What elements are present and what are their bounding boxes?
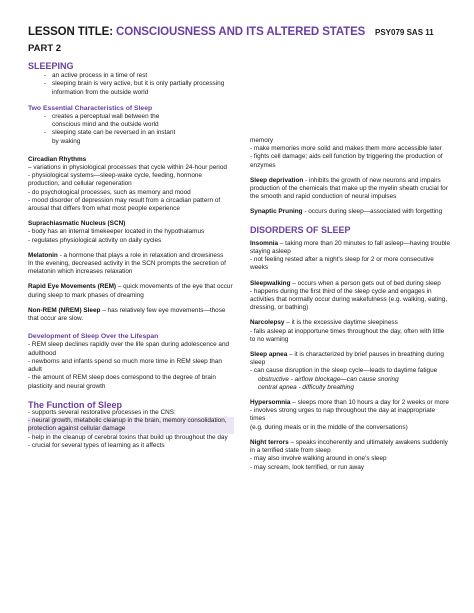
circadian-line: – variations in physiological processes that cycle within 24-hour period <box>28 164 227 172</box>
apnea-paragraph: Sleep apnea – it is characterized by brief pauses in breathing during sleep <box>250 351 444 367</box>
lesson-topic: CONSCIOUSNESS AND ITS ALTERED STATES <box>116 26 366 38</box>
insomnia-heading: Insomnia <box>250 239 279 247</box>
terrors-line: - may also involve walking around in one's sleep <box>250 455 387 463</box>
memory-line: memory <box>250 137 274 144</box>
lifespan-heading: Development of Sleep Over the Lifespan <box>28 333 159 341</box>
nrem-paragraph: Non-REM (NREM) Sleep – has relatively few eye movements—those that occur are slow. <box>28 306 226 323</box>
right-column <box>250 137 450 472</box>
part-label: PART 2 <box>28 43 62 54</box>
apnea-line: - can cause disruption in the sleep cycle—leads to daytime fatigue <box>250 367 438 375</box>
characteristics-bullet: - sleeping state can be reversed in an instant by waking <box>43 129 176 145</box>
melatonin-line: In the evening, decreased activity in the SCN prompts the secretion of melatonin which increases relaxation <box>28 260 226 276</box>
sleeping-heading: SLEEPING <box>28 61 74 71</box>
function-line: - crucial for several types of learning as it affects <box>28 441 165 449</box>
scn-line: - body has an internal timekeeper located in the hypothalamus <box>28 228 205 236</box>
apnea-type: central apnea - difficulty breathing <box>258 383 354 391</box>
narcolepsy-line: - falls asleep at inopportune times throughout the day, often with little to no warning <box>250 327 445 343</box>
terrors-heading: Night terrors <box>250 438 289 446</box>
nrem-heading: Non-REM (NREM) Sleep <box>28 306 101 314</box>
function-line: - help in the cleanup of cerebral toxins that build up throughout the day <box>28 433 228 441</box>
characteristics-bullet: - creates a perceptual wall between the conscious mind and the outside world <box>43 113 160 129</box>
function-line: - neural growth, metabolic cleanup in the brain, memory consolidation, protection against cellular damage <box>28 417 234 433</box>
sleeping-bullet: - sleeping brain is very active, but it is only partially processing information from the outside world <box>43 80 225 96</box>
insomnia-line: - not feeling rested after a night's sleep for 2 or more consecutive weeks <box>250 256 434 272</box>
rem-paragraph: Rapid Eye Movements (REM) – quick movements of the eye that occur during sleep to mark phases of dreaming <box>28 283 233 299</box>
sleepwalking-paragraph: Sleepwalking – occurs when a person gets out of bed during sleep <box>250 279 441 287</box>
function-heading: The Function of Sleep <box>28 399 122 410</box>
circadian-line: - mood disorder of depression may result from a circadian pattern of arousal that differs from what most people experience <box>28 196 221 213</box>
melatonin-paragraph: Melatonin - a hormone that plays a role in relaxation and drowsiness <box>28 251 224 259</box>
lesson-label: LESSON TITLE: <box>28 26 117 38</box>
melatonin-heading: Melatonin <box>28 251 58 259</box>
scn-heading: Suprachiasmatic Nucleus (SCN) <box>28 220 126 228</box>
apnea-type: obstructive - airflow blockage—can cause snoring <box>258 375 399 383</box>
sleeping-bullet: - an active process in a time of rest <box>43 72 148 80</box>
memory-line: - make memories more solid and makes them more accessible later <box>250 145 442 153</box>
circadian-line: - physiological systems—sleep-wake cycle, feeding, hormone production, and cellular regeneration <box>28 172 203 188</box>
insomnia-paragraph: Insomnia – taking more than 20 minutes to fall asleep—having trouble staying asleep <box>250 239 451 256</box>
hypersomnia-paragraph: Hypersomnia – sleeps more than 10 hours a day for 2 weeks or more <box>250 399 449 407</box>
hypersomnia-heading: Hypersomnia <box>250 399 291 407</box>
circadian-line: - do psychological processes, such as memory and mood <box>28 188 191 196</box>
characteristics-heading: Two Essential Characteristics of Sleep <box>28 104 153 112</box>
lifespan-line: - the amount of REM sleep does correspond to the degree of brain plasticity and neural growth <box>28 374 216 390</box>
rem-heading: Rapid Eye Movements (REM) <box>28 283 117 291</box>
terrors-paragraph: Night terrors – speaks incoherently and ultimately awakens suddenly in a terrified state from sleep <box>250 438 448 455</box>
disorders-heading: DISORDERS OF SLEEP <box>250 224 351 235</box>
narcolepsy-paragraph: Narcolepsy – it is the excessive daytime sleepiness <box>250 319 398 327</box>
narcolepsy-heading: Narcolepsy <box>250 319 285 327</box>
lifespan-line: - newborns and infants spend so much more time in REM sleep than adult <box>28 357 222 374</box>
sleepwalking-heading: Sleepwalking <box>250 279 291 287</box>
pruning-paragraph: Synaptic Pruning - occurs during sleep—associated with forgetting <box>250 208 443 216</box>
deprivation-paragraph: Sleep deprivation - inhibits the growth of new neurons and impairs production of the chemicals that make up the myelin sheath crucial for the smooth and rapid conduction of neural impulses <box>250 176 448 201</box>
hypersomnia-line: - involves strong urges to nap throughout the day at inappropriate times <box>250 407 436 423</box>
sleepwalking-line: - happens during the first third of the sleep cycle and engages in activities that normally occur during wakefulness (e.g. walking, eating, dressing, or bathing) <box>250 287 448 312</box>
memory-line: - fights cell damage; aids cell function by triggering the production of enzymes <box>250 153 443 169</box>
hypersomnia-line: (e.g. during meals or in the middle of the conversations) <box>250 423 408 431</box>
apnea-heading: Sleep apnea <box>250 351 288 359</box>
course-code: PSY079 SAS 11 <box>375 28 434 37</box>
deprivation-heading: Sleep deprivation <box>250 176 304 184</box>
function-line: - supports several restorative processes in the CNS: <box>28 408 176 416</box>
circadian-heading: Circadian Rhythms <box>28 155 87 163</box>
terrors-line: - may scream, look terrified, or run away <box>250 463 365 471</box>
lifespan-line: - REM sleep declines rapidly over the life span during adolescence and adulthood <box>28 341 230 357</box>
left-column <box>28 62 234 450</box>
lesson-title <box>28 26 365 38</box>
scn-line: - regulates physiological activity on daily cycles <box>28 236 162 244</box>
pruning-heading: Synaptic Pruning <box>250 208 303 216</box>
